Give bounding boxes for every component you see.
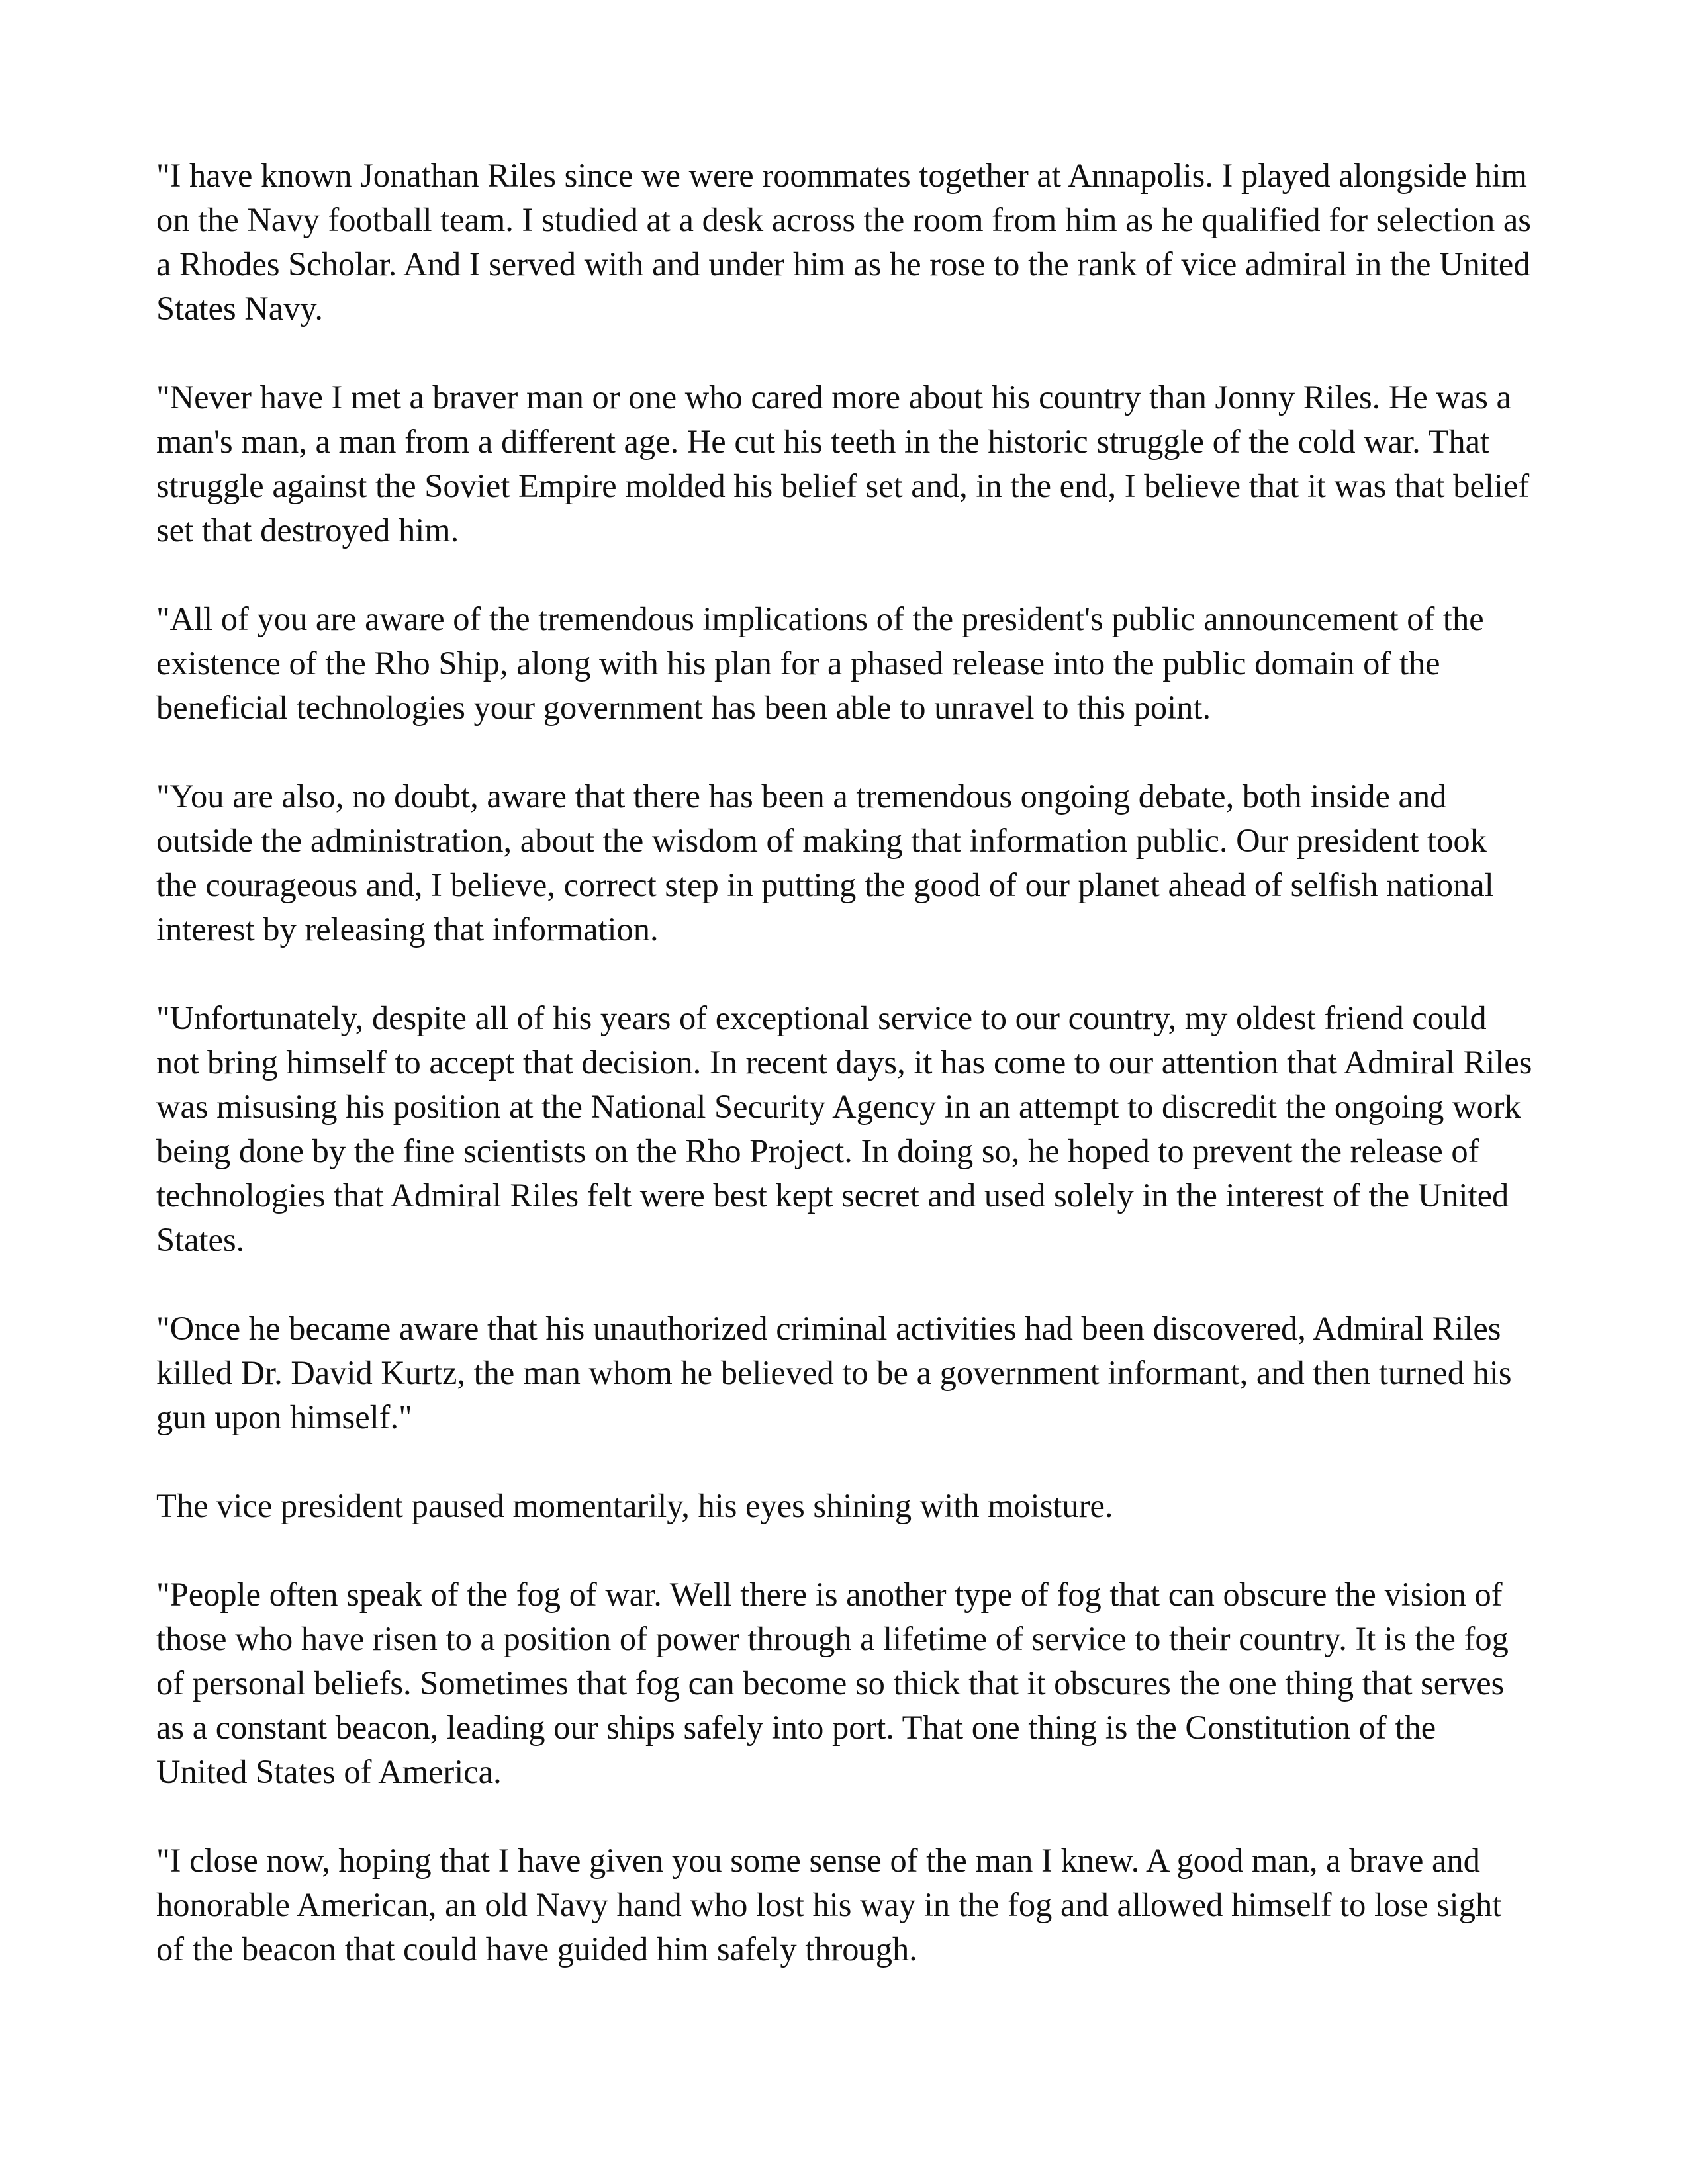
paragraph-7: The vice president paused momentarily, his eyes shining with moisture. — [156, 1487, 1113, 1524]
paragraph-9: "I close now, hoping that I have given you some sense of the man I knew. A good man, a brave and honorable American, an old Navy hand who lost his way in the fog and allowed himself to lose sight of the beacon that could have guided him safely through. — [156, 1842, 1502, 1968]
paragraph-1: "I have known Jonathan Riles since we were roommates together at Annapolis. I played alongside him on the Navy football team. I studied at a desk across the room from him as he qualified for selection as a Rhodes Scholar. And I served with and under him as he rose to the rank of vice admiral in the United States Navy. — [156, 157, 1531, 327]
paragraph-8: "People often speak of the fog of war. Well there is another type of fog that can obscure the vision of those who have risen to a position of power through a lifetime of service to their country. It is the fog of personal beliefs. Sometimes that fog can become so thick that it obscures the one thing that serves as a constant beacon, leading our ships safely into port. That one thing is the Constitution of the United States of America. — [156, 1576, 1509, 1790]
paragraph-4: "You are also, no doubt, aware that there has been a tremendous ongoing debate, both inside and outside the administration, about the wisdom of making that information public. Our president took the courageous and, I believe, correct step in putting the good of our planet ahead of selfish national interest by releasing that information. — [156, 778, 1494, 948]
body-text — [156, 154, 1533, 1972]
paragraph-5: "Unfortunately, despite all of his years of exceptional service to our country, my oldest friend could not bring himself to accept that decision. In recent days, it has come to our attention that Admiral Riles was misusing his position at the National Security Agency in an attempt to discredit the ongoing work being done by the fine scientists on the Rho Project. In doing so, he hoped to prevent the release of technologies that Admiral Riles felt were best kept secret and used solely in the interest of the United States. — [156, 999, 1532, 1258]
paragraph-3: "All of you are aware of the tremendous implications of the president's public announcement of the existence of the Rho Ship, along with his plan for a phased release into the public domain of the beneficial technologies your government has been able to unravel to this point. — [156, 600, 1484, 726]
paragraph-6: "Once he became aware that his unauthorized criminal activities had been discovered, Admiral Riles killed Dr. David Kurtz, the man whom he believed to be a government informant, and then turned his gun upon himself." — [156, 1310, 1512, 1435]
paragraph-2: "Never have I met a braver man or one who cared more about his country than Jonny Riles. He was a man's man, a man from a different age. He cut his teeth in the historic struggle of the cold war. That struggle against the Soviet Empire molded his belief set and, in the end, I believe that it was that belief set that destroyed him. — [156, 379, 1530, 549]
